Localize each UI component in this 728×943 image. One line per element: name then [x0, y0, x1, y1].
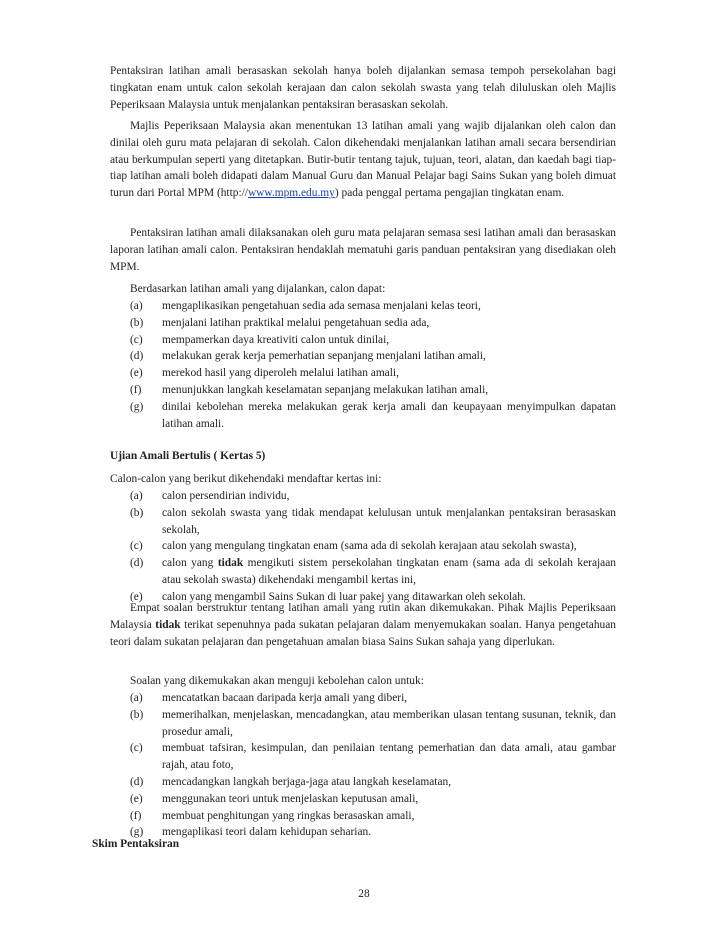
- list-question-skills: [130, 690, 616, 841]
- list-marker: (e): [130, 367, 143, 380]
- list-eligible-candidates: [130, 488, 616, 606]
- list-text: menggunakan teori untuk menjelaskan keputusan amali,: [162, 792, 419, 805]
- list-marker: (g): [130, 826, 144, 839]
- list-candidate-abilities: [130, 298, 616, 432]
- list-item: [130, 505, 616, 539]
- list-text: memerihalkan, menjelaskan, mencadangkan, atau memberikan ulasan tentang susunan, teknik, dan prosedur amali,: [162, 708, 616, 738]
- list-marker: (f): [130, 383, 142, 396]
- list-item: [130, 690, 616, 707]
- list-marker: (b): [130, 708, 144, 721]
- paragraph-practicals-tail: ) pada penggal pertama pengajian tingkatan enam.: [334, 187, 565, 200]
- list-marker: (g): [130, 400, 144, 413]
- emphasis-tidak: tidak: [217, 557, 244, 570]
- list-text: calon yang mengambil Sains Sukan di luar pakej yang ditawarkan oleh sekolah.: [162, 590, 526, 603]
- mpm-portal-link[interactable]: www.mpm.edu.my: [247, 187, 335, 200]
- list-text: menunjukkan langkah keselamatan sepanjang melakukan latihan amali,: [162, 383, 489, 396]
- list-text-part: mengikuti sistem persekolahan tingkatan enam (sama ada di sekolah kerajaan atau sekolah swasta) dikehendaki mengambil kertas ini,: [162, 557, 616, 586]
- paragraph-practicals-text: Majlis Peperiksaan Malaysia akan menentukan 13 latihan amali yang wajib dijalankan oleh calon dan dinilai oleh guru mata pelajaran di sekolah. Calon dikehendaki menjalankan latihan amali secara bersendirian atau berkumpulan seperti yang ditetapkan. Butir-butir tentang tajuk, tujuan, teori, alatan, dan kaedah bagi tiap-tiap latihan amali boleh didapati dalam Manual Guru dan Manual Pelajar bagi Sains Sukan yang boleh dimuat turun dari Portal MPM (http://: [110, 120, 616, 200]
- page-number: 28: [358, 888, 370, 900]
- list-text: [162, 555, 616, 589]
- list-marker: (b): [130, 506, 144, 519]
- list-text: calon yang mengulang tingkatan enam (sama ada di sekolah kerajaan atau sekolah swasta),: [162, 540, 577, 553]
- list-text: mencatatkan bacaan daripada kerja amali yang diberi,: [162, 692, 408, 704]
- list-marker: (a): [130, 692, 143, 704]
- list-text: melakukan gerak kerja pemerhatian sepanjang menjalani latihan amali,: [162, 350, 486, 363]
- paragraph-structured-questions: [110, 600, 616, 650]
- list-item: [130, 399, 616, 433]
- list-marker: (e): [130, 792, 143, 805]
- list-text: mencadangkan langkah berjaga-jaga atau langkah keselamatan,: [162, 775, 452, 788]
- paragraph-practicals: [110, 118, 616, 202]
- section-heading-kertas5: Ujian Amali Bertulis ( Kertas 5): [110, 450, 266, 462]
- list-item: [130, 774, 616, 791]
- list-text: membuat tafsiran, kesimpulan, dan penilaian tentang pemerhatian dan data amali, atau gambar rajah, atau foto,: [162, 742, 616, 772]
- list-item: [130, 298, 616, 315]
- list2-lead: Calon-calon yang berikut dikehendaki mendaftar kertas ini:: [110, 473, 382, 485]
- list-marker: (f): [130, 809, 142, 822]
- list-item: [130, 707, 616, 741]
- list-item: [130, 348, 616, 365]
- list-item: [130, 740, 616, 774]
- list-item: [130, 555, 616, 589]
- paragraph-assessment: Pentaksiran latihan amali dilaksanakan oleh guru mata pelajaran semasa sesi latihan amali dan berasaskan laporan latihan amali calon. Pentaksiran hendaklah mematuhi garis panduan pentaksiran yang disediakan oleh MPM.: [110, 227, 616, 273]
- list-marker: (e): [130, 590, 143, 603]
- paragraph-text: Empat soalan berstruktur tentang latihan amali yang rutin akan dikemukakan. Pihak Majlis Peperiksaan Malaysia: [110, 602, 616, 631]
- list-item: [130, 365, 616, 382]
- list1-lead: Berdasarkan latihan amali yang dijalankan, calon dapat:: [130, 283, 386, 295]
- list-text-part: calon yang: [162, 557, 218, 570]
- list-marker: (c): [130, 333, 143, 346]
- list-item: [130, 315, 616, 332]
- list-item: [130, 332, 616, 349]
- list-marker: (a): [130, 490, 143, 502]
- emphasis-tidak: tidak: [155, 618, 181, 631]
- list-text: dinilai kebolehan mereka melakukan gerak kerja amali dan keupayaan menyimpulkan dapatan latihan amali.: [162, 400, 616, 430]
- list-marker: (b): [130, 316, 144, 329]
- list-text: mengaplikasikan pengetahuan sedia ada semasa menjalani kelas teori,: [162, 300, 481, 312]
- list-item: [130, 538, 616, 555]
- list-marker: (d): [130, 350, 144, 363]
- list-text: membuat penghitungan yang ringkas berasaskan amali,: [162, 809, 415, 822]
- list-marker: (c): [130, 742, 143, 755]
- paragraph-text: terikat sepenuhnya pada sukatan pelajaran dalam menyemukakan soalan. Hanya pengetahuan teori dalam sukatan pelajaran dan pengetahuan amalan biasa Sains Sukan sahaja yang diperlukan.: [110, 618, 616, 648]
- paragraph-intro: Pentaksiran latihan amali berasaskan sekolah hanya boleh dijalankan semasa tempoh persekolahan bagi tingkatan enam untuk calon sekolah kerajaan dan calon sekolah swasta yang telah diluluskan oleh Majlis Peperiksaan Malaysia untuk menjalankan pentaksiran berasaskan sekolah.: [110, 65, 616, 111]
- list3-lead: Soalan yang dikemukakan akan menguji kebolehan calon untuk:: [130, 675, 424, 687]
- list-item: [130, 808, 616, 825]
- section-heading-skim: Skim Pentaksiran: [92, 838, 180, 850]
- list-item: [130, 824, 616, 841]
- list-item: [130, 488, 616, 505]
- list-marker: (c): [130, 540, 143, 553]
- list-item: [130, 382, 616, 399]
- list-marker: (a): [130, 300, 143, 312]
- list-text: merekod hasil yang diperoleh melalui latihan amali,: [162, 367, 399, 380]
- list-text: calon persendirian individu,: [162, 490, 290, 502]
- list-marker: (d): [130, 557, 144, 570]
- list-text: calon sekolah swasta yang tidak mendapat kelulusan untuk menjalankan pentaksiran berasaskan sekolah,: [162, 506, 616, 536]
- list-text: mengaplikasi teori dalam kehidupan seharian.: [162, 826, 372, 839]
- list-text: menjalani latihan praktikal melalui pengetahuan sedia ada,: [162, 316, 430, 329]
- list-item: [130, 791, 616, 808]
- list-marker: (d): [130, 775, 144, 788]
- list-text: mempamerkan daya kreativiti calon untuk dinilai,: [162, 333, 390, 346]
